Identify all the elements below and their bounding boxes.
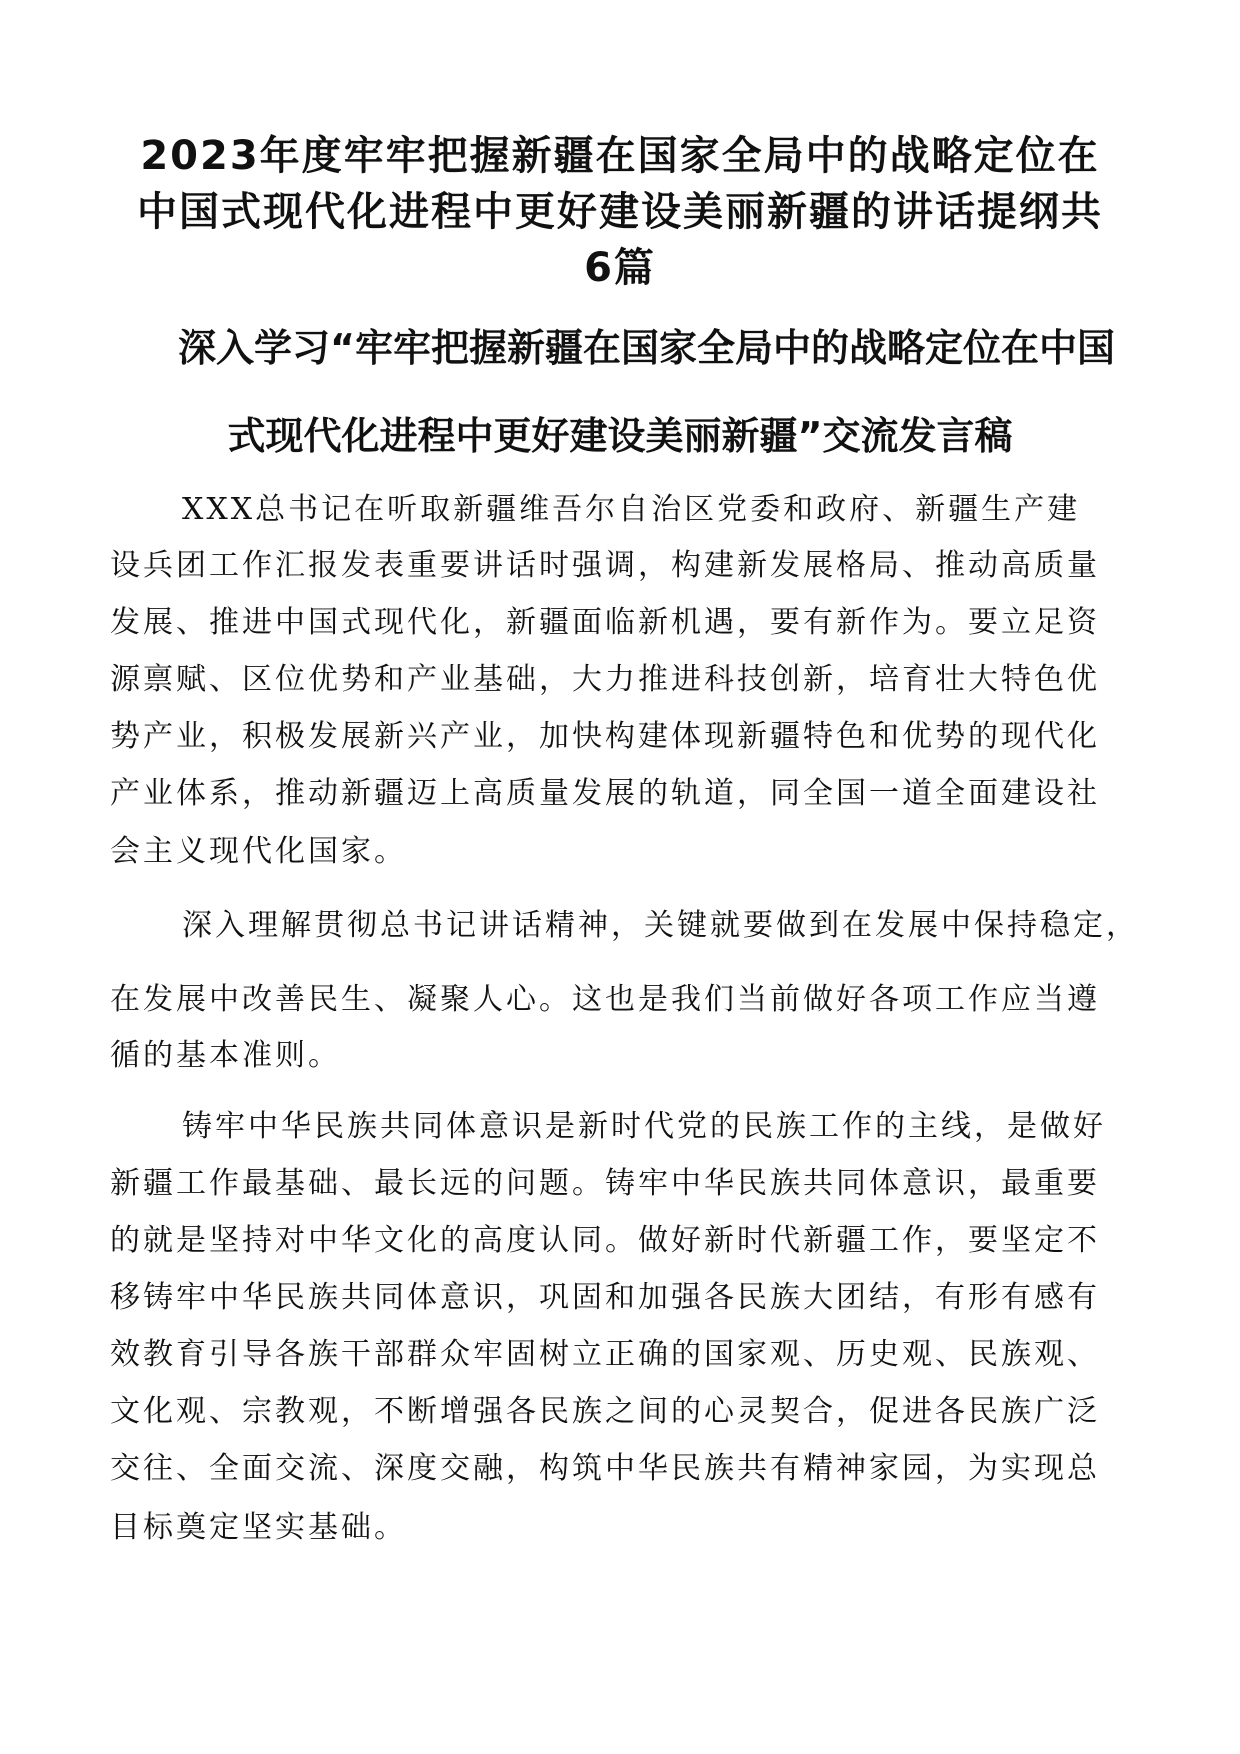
speech-subtitle-line: 式现代化进程中更好建设美丽新疆”交流发言稿: [227, 414, 1013, 458]
paragraph-3-line: 效教育引导各族干部群众牢固树立正确的国家观、历史观、民族观、: [110, 1337, 1100, 1372]
document-title-line: 6篇: [584, 245, 656, 291]
paragraph-1-line: 发展、推进中国式现代化，新疆面临新机遇，要有新作为。要立足资: [110, 605, 1100, 640]
paragraph-1-line: 势产业，积极发展新兴产业，加快构建体现新疆特色和优势的现代化: [110, 719, 1100, 754]
paragraph-3-line: 文化观、宗教观，不断增强各民族之间的心灵契合，促进各民族广泛: [110, 1394, 1100, 1429]
paragraph-1-line: 源禀赋、区位优势和产业基础，大力推进科技创新，培育壮大特色优: [110, 662, 1100, 697]
document-title-line: 中国式现代化进程中更好建设美丽新疆的讲话提纲共: [137, 189, 1103, 235]
paragraph-3-line: 的就是坚持对中华文化的高度认同。做好新时代新疆工作，要坚定不: [110, 1223, 1100, 1258]
paragraph-2-line: 循的基本准则。: [110, 1038, 341, 1073]
speech-subtitle-line: 深入学习“牢牢把握新疆在国家全局中的战略定位在中国: [178, 326, 1115, 370]
paragraph-1-line: XXX总书记在听取新疆维吾尔自治区党委和政府、新疆生产建: [182, 492, 1081, 527]
document-title: [100, 128, 1140, 296]
paragraph-3-line: 移铸牢中华民族共同体意识，巩固和加强各民族大团结，有形有感有: [110, 1280, 1100, 1315]
paragraph-1-line: 产业体系，推动新疆迈上高质量发展的轨道，同全国一道全面建设社: [110, 776, 1100, 811]
paragraph-3-line: 新疆工作最基础、最长远的问题。铸牢中华民族共同体意识，最重要: [110, 1166, 1100, 1201]
paragraph-2-line: 在发展中改善民生、凝聚人心。这也是我们当前做好各项工作应当遵: [110, 982, 1100, 1017]
paragraph-1-line: 设兵团工作汇报发表重要讲话时强调，构建新发展格局、推动高质量: [110, 548, 1100, 583]
paragraph-3-line: 铸牢中华民族共同体意识是新时代党的民族工作的主线，是做好: [182, 1109, 1106, 1144]
paragraph-3-line: 目标奠定坚实基础。: [110, 1510, 407, 1545]
paragraph-1-line: 会主义现代化国家。: [110, 834, 407, 869]
paragraph-3-line: 交往、全面交流、深度交融，构筑中华民族共有精神家园，为实现总: [110, 1451, 1100, 1486]
paragraph-2-line: 深入理解贯彻总书记讲话精神，关键就要做到在发展中保持稳定，: [182, 908, 1139, 943]
document-title-line: 2023年度牢牢把握新疆在国家全局中的战略定位在: [140, 133, 1100, 179]
